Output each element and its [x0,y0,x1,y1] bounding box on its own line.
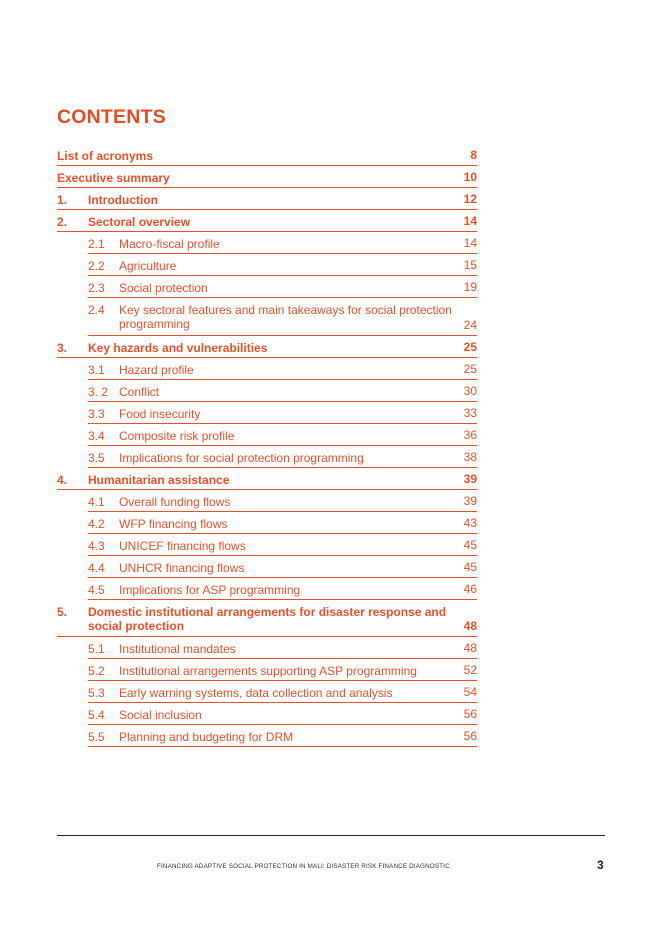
footer-running-title: FINANCING ADAPTIVE SOCIAL PROTECTION IN MALI: DISASTER RISK FINANCE DIAGNOSTIC [157,863,450,870]
toc-entry-page: 45 [463,560,477,574]
toc-entry-label: Agriculture [119,259,177,273]
toc-entry-number: 5.1 [88,642,105,656]
toc-entry-key-sectoral-features[interactable] [88,298,477,336]
toc-entry-page: 19 [463,280,477,294]
toc-entry-page: 48 [463,619,477,633]
toc-entry-label: Planning and budgeting for DRM [119,730,294,744]
toc-entry-label-line-1: Domestic institutional arrangements for disaster response and [88,605,447,619]
toc-entry-page: 14 [463,236,477,250]
toc-entry-institutional-mandates[interactable] [88,637,477,659]
footer-divider [57,835,605,836]
page-title: CONTENTS [57,106,166,128]
toc-entry-page: 10 [463,170,477,184]
toc-entry-macro-fiscal-profile[interactable] [88,232,477,254]
toc-entry-number: 4.3 [88,539,105,553]
toc-entry-early-warning-systems[interactable] [88,681,477,703]
toc-entry-label-line-1: Key sectoral features and main takeaways for social protection [119,303,452,317]
toc-entry-number: 3.1 [88,363,105,377]
toc-entry-number: 4.1 [88,495,105,509]
toc-entry-number: 3. [57,341,68,355]
toc-entry-page: 12 [463,192,477,206]
toc-entry-number: 4.2 [88,517,105,531]
toc-entry-wfp-financing-flows[interactable] [88,512,477,534]
toc-entry-page: 24 [463,318,477,332]
toc-entry-number: 5.4 [88,708,105,722]
toc-entry-sectoral-overview[interactable] [57,210,477,232]
toc-entry-humanitarian-assistance[interactable] [57,468,477,490]
toc-entry-page: 48 [463,641,477,655]
toc-entry-number: 3.5 [88,451,105,465]
toc-entry-page: 56 [463,707,477,721]
toc-entry-label: Institutional arrangements supporting ASP programming [119,664,417,678]
toc-entry-domestic-institutional-arrangements[interactable] [57,600,477,637]
toc-entry-agriculture[interactable] [88,254,477,276]
toc-entry-number: 2.2 [88,259,105,273]
toc-entry-number: 1. [57,193,68,207]
toc-entry-label: Implications for ASP programming [119,583,301,597]
toc-entry-page: 54 [463,685,477,699]
toc-entry-page: 33 [463,406,477,420]
toc-entry-conflict[interactable] [88,380,477,402]
toc-entry-social-inclusion[interactable] [88,703,477,725]
page-number: 3 [597,858,604,872]
toc-entry-number: 5. [57,605,68,619]
toc-entry-label: Conflict [119,385,160,399]
toc-entry-label [88,605,451,633]
toc-entry-food-insecurity[interactable] [88,402,477,424]
toc-entry-label: UNICEF financing flows [119,539,246,553]
toc-entry-implications-asp-programming[interactable] [88,578,477,600]
toc-entry-page: 15 [463,258,477,272]
toc-entry-number: 4. [57,473,68,487]
toc-entry-label: Implications for social protection programming [119,451,364,465]
toc-entry-label: Introduction [88,193,158,207]
toc-entry-page: 56 [463,729,477,743]
toc-entry-social-protection[interactable] [88,276,477,298]
toc-entry-number: 3. 2 [88,385,109,399]
toc-entry-number: 2.1 [88,237,105,251]
toc-entry-number: 2.4 [88,303,105,317]
toc-entry-label: Hazard profile [119,363,194,377]
toc-entry-page: 38 [463,450,477,464]
toc-entry-page: 30 [463,384,477,398]
toc-entry-label: List of acronyms [57,149,154,163]
toc-entry-page: 46 [463,582,477,596]
toc-entry-label: Social protection [119,281,208,295]
toc-entry-number: 5.2 [88,664,105,678]
toc-entry-label: Overall funding flows [119,495,231,509]
toc-entry-planning-budgeting-drm[interactable] [88,725,477,747]
toc-entry-label: UNHCR financing flows [119,561,245,575]
toc-entry-label-line-2: social protection [88,619,185,633]
toc-entry-label: Early warning systems, data collection and analysis [119,686,393,700]
toc-entry-composite-risk-profile[interactable] [88,424,477,446]
toc-entry-number: 3.3 [88,407,105,421]
toc-entry-institutional-arrangements-asp[interactable] [88,659,477,681]
toc-entry-page: 45 [463,538,477,552]
toc-entry-number: 5.5 [88,730,105,744]
toc-entry-label: WFP financing flows [119,517,228,531]
toc-entry-number: 4.4 [88,561,105,575]
toc-entry-page: 43 [463,516,477,530]
toc-entry-hazard-profile[interactable] [88,358,477,380]
toc-entry-page: 25 [463,340,477,354]
toc-entry-page: 8 [470,148,477,162]
toc-entry-label: Key hazards and vulnerabilities [88,341,268,355]
toc-entry-number: 5.3 [88,686,105,700]
toc-entry-number: 2.3 [88,281,105,295]
toc-entry-label: Food insecurity [119,407,201,421]
toc-entry-label: Institutional mandates [119,642,236,656]
toc-entry-label [119,303,477,331]
toc-entry-executive-summary[interactable] [57,166,477,188]
toc-entry-label: Composite risk profile [119,429,235,443]
toc-entry-page: 52 [463,663,477,677]
toc-entry-key-hazards[interactable] [57,336,477,358]
toc-entry-page: 39 [463,494,477,508]
table-of-contents [57,144,477,747]
toc-entry-label: Executive summary [57,171,170,185]
toc-entry-label: Social inclusion [119,708,202,722]
toc-entry-number: 4.5 [88,583,105,597]
toc-entry-number: 2. [57,215,68,229]
toc-entry-unicef-financing-flows[interactable] [88,534,477,556]
toc-entry-list-of-acronyms[interactable] [57,144,477,166]
toc-entry-unhcr-financing-flows[interactable] [88,556,477,578]
toc-entry-page: 39 [463,472,477,486]
toc-entry-implications-social-protection[interactable] [88,446,477,468]
toc-entry-overall-funding-flows[interactable] [88,490,477,512]
toc-entry-page: 36 [463,428,477,442]
toc-entry-label-line-2: programming [119,317,190,331]
toc-entry-page: 25 [463,362,477,376]
toc-entry-number: 3.4 [88,429,105,443]
toc-entry-page: 14 [463,214,477,228]
toc-entry-label: Humanitarian assistance [88,473,230,487]
toc-entry-label: Macro-fiscal profile [119,237,220,251]
toc-entry-introduction[interactable] [57,188,477,210]
toc-entry-label: Sectoral overview [88,215,191,229]
